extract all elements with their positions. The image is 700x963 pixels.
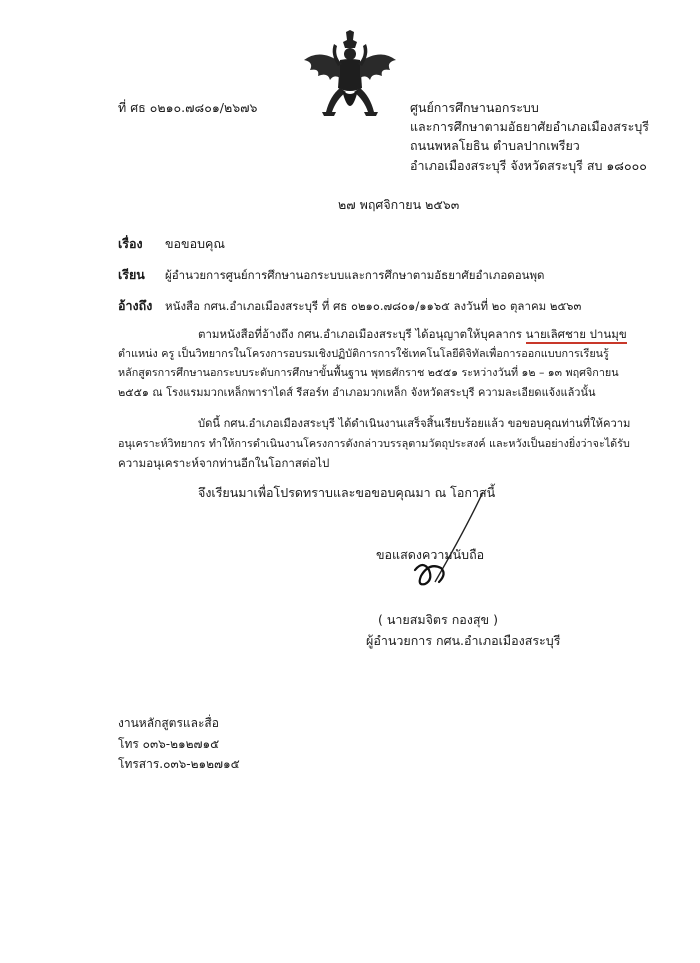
signer-name: ( นายสมจิตร กองสุข ) [378,612,498,627]
subject-value: ขอขอบคุณ [165,236,225,251]
paragraph-2-line-2: อนุเคราะห์วิทยากร ทำให้การดำเนินงานโครงการดังกล่าวบรรลุตามวัตถุประสงค์ และหวังเป็นอย่างยิ่งว่าจะได้รับ [118,437,630,450]
closing-request: จึงเรียนมาเพื่อโปรดทราบและขอขอบคุณมา ณ โอกาสนี้ [198,485,496,500]
highlighted-name: นายเลิศชาย ปานมุข [526,327,627,344]
sender-line-4: อำเภอเมืองสระบุรี จังหวัดสระบุรี สบ ๑๘๐๐๐ [410,158,647,173]
paragraph-1-line-3: หลักสูตรการศึกษานอกระบบระดับการศึกษาขั้นพื้นฐาน พุทธศักราช ๒๕๕๑ ระหว่างวันที่ ๑๒ – ๑๓ พฤศจิกายน [118,366,619,379]
recipient-label: เรียน [118,267,145,282]
paragraph-1-line-4: ๒๕๕๑ ณ โรงแรมมวกเหล็กพาราไดส์ รีสอร์ท อำเภอมวกเหล็ก จังหวัดสระบุรี ความละเอียดแจ้งแล้วนั้น [118,386,596,399]
paragraph-2-line-1: บัดนี้ กศน.อำเภอเมืองสระบุรี ได้ดำเนินงานเสร็จสิ้นเรียบร้อยแล้ว ขอขอบคุณท่านที่ให้ความ [198,417,631,430]
footer-department: งานหลักสูตรและสื่อ [118,716,219,730]
document-number: ที่ ศธ ๐๒๑๐.๗๘๐๑/๒๖๗๖ [118,100,258,115]
paragraph-1-line-2: ตำแหน่ง ครู เป็นวิทยากรในโครงการอบรมเชิงปฏิบัติการการใช้เทคโนโลยีดิจิทัลเพื่อการออกแบบการเรียนรู้ [118,347,609,360]
garuda-emblem-icon [300,30,400,122]
reference-label: อ้างถึง [118,298,153,313]
complimentary-close: ขอแสดงความนับถือ [376,547,485,562]
footer-fax: โทรสาร.๐๓๖-๒๑๒๗๑๕ [118,757,240,771]
paragraph-1-line-1 [198,326,627,342]
footer-phone: โทร ๐๓๖-๒๑๒๗๑๕ [118,737,220,751]
paragraph-2-line-3: ความอนุเคราะห์จากท่านอีกในโอกาสต่อไป [118,456,330,470]
subject-label: เรื่อง [118,236,143,251]
handwritten-signature [395,490,515,600]
paragraph-1-intro: ตามหนังสือที่อ้างถึง กศน.อำเภอเมืองสระบุรี ได้อนุญาตให้บุคลากร [198,327,522,341]
signer-position: ผู้อำนวยการ กศน.อำเภอเมืองสระบุรี [366,633,561,648]
sender-line-2: และการศึกษาตามอัธยาศัยอำเภอเมืองสระบุรี [410,119,649,134]
sender-line-1: ศูนย์การศึกษานอกระบบ [410,100,539,115]
recipient-value: ผู้อำนวยการศูนย์การศึกษานอกระบบและการศึกษาตามอัธยาศัยอำเภอดอนพุด [165,268,545,282]
letter-date: ๒๗ พฤศจิกายน ๒๕๖๓ [338,197,460,212]
sender-line-3: ถนนพหลโยธิน ตำบลปากเพรียว [410,138,580,153]
reference-value: หนังสือ กศน.อำเภอเมืองสระบุรี ที่ ศธ ๐๒๑๐.๗๘๐๑/๑๑๖๕ ลงวันที่ ๒๐ ตุลาคม ๒๕๖๓ [165,299,582,313]
